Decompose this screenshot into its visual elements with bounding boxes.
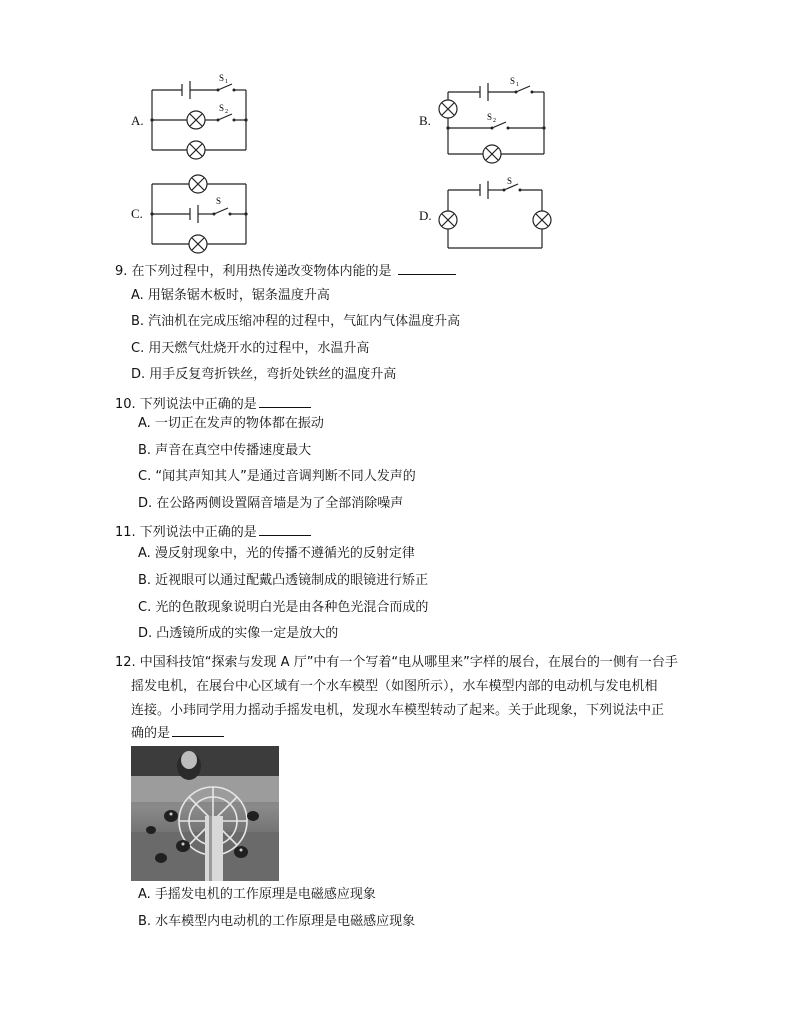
question-11-stem: 11. 下列说法中正确的是 [115,525,257,540]
q10-option-d: D. 在公路两侧设置隔音墙是为了全部消除噪声 [138,496,404,511]
question-12-line-2: 摇发电机，在展台中心区域有一个水车模型（如图所示），水车模型内部的电动机与发电机相 [131,679,658,694]
circuit-b-label: B. [419,113,431,128]
q11-option-d: D. 凸透镜所成的实像一定是放大的 [138,626,339,641]
switch-s1-subscript: 1 [225,79,228,85]
circuit-c-label: C. [131,206,143,221]
q12-option-b: B. 水车模型内电动机的工作原理是电磁感应现象 [138,914,416,929]
switch-s2-label: S [219,103,225,113]
switch-s2-subscript: 2 [493,118,496,124]
q10-option-b: B. 声音在真空中传播速度最大 [138,443,312,458]
switch-s2-subscript: 2 [225,109,228,115]
switch-s2-label: S [487,112,493,122]
q11-option-c: C. 光的色散现象说明白光是由各种色光混合而成的 [138,600,429,615]
q10-option-a: A. 一切正在发声的物体都在振动 [138,416,324,431]
answer-blank [259,523,311,536]
q9-option-c: C. 用天燃气灶烧开水的过程中，水温升高 [131,341,370,356]
question-9 [115,262,456,281]
answer-blank [172,724,224,737]
q11-option-a: A. 漫反射现象中，光的传播不遵循光的反射定律 [138,546,415,561]
switch-s1-label: S [510,76,516,86]
question-12-stem-end: 确的是 [131,726,171,741]
circuit-a-diagram [146,72,250,160]
switch-s-label: S [507,176,513,186]
q9-option-b: B. 汽油机在完成压缩冲程的过程中，气缸内气体温度升高 [131,314,461,329]
question-10 [115,395,311,414]
answer-blank [398,262,456,275]
q9-option-a: A. 用锯条锯木板时，锯条温度升高 [131,288,330,303]
question-12-line-4 [131,724,224,743]
q11-option-b: B. 近视眼可以通过配戴凸透镜制成的眼镜进行矫正 [138,573,429,588]
switch-s1-label: S [219,73,225,83]
question-12-line-3: 连接。小玮同学用力摇动手摇发电机，发现水车模型转动了起来。关于此现象，下列说法中正 [131,703,665,718]
q9-option-d: D. 用手反复弯折铁丝，弯折处铁丝的温度升高 [131,367,397,382]
q10-option-c: C. “闻其声知其人”是通过音调判断不同人发声的 [138,469,416,484]
question-12-line-1: 12. 中国科技馆“探索与发现 A 厅”中有一个写着“电从哪里来”字样的展台，在展台的一侧有一台手 [115,655,678,670]
circuit-c-diagram [146,172,250,256]
question-10-stem: 10. 下列说法中正确的是 [115,397,257,412]
q12-option-a: A. 手摇发电机的工作原理是电磁感应现象 [138,887,376,902]
switch-s-label: S [216,196,222,206]
answer-blank [259,395,311,408]
question-9-stem: 9. 在下列过程中，利用热传递改变物体内能的是 [115,264,392,279]
circuit-d-label: D. [419,208,432,223]
circuit-a-label: A. [131,113,144,128]
circuit-b-diagram [436,76,548,164]
circuit-d-diagram [436,176,554,252]
question-11 [115,523,311,542]
water-wheel-photo [131,746,279,881]
switch-s1-subscript: 1 [516,82,519,88]
